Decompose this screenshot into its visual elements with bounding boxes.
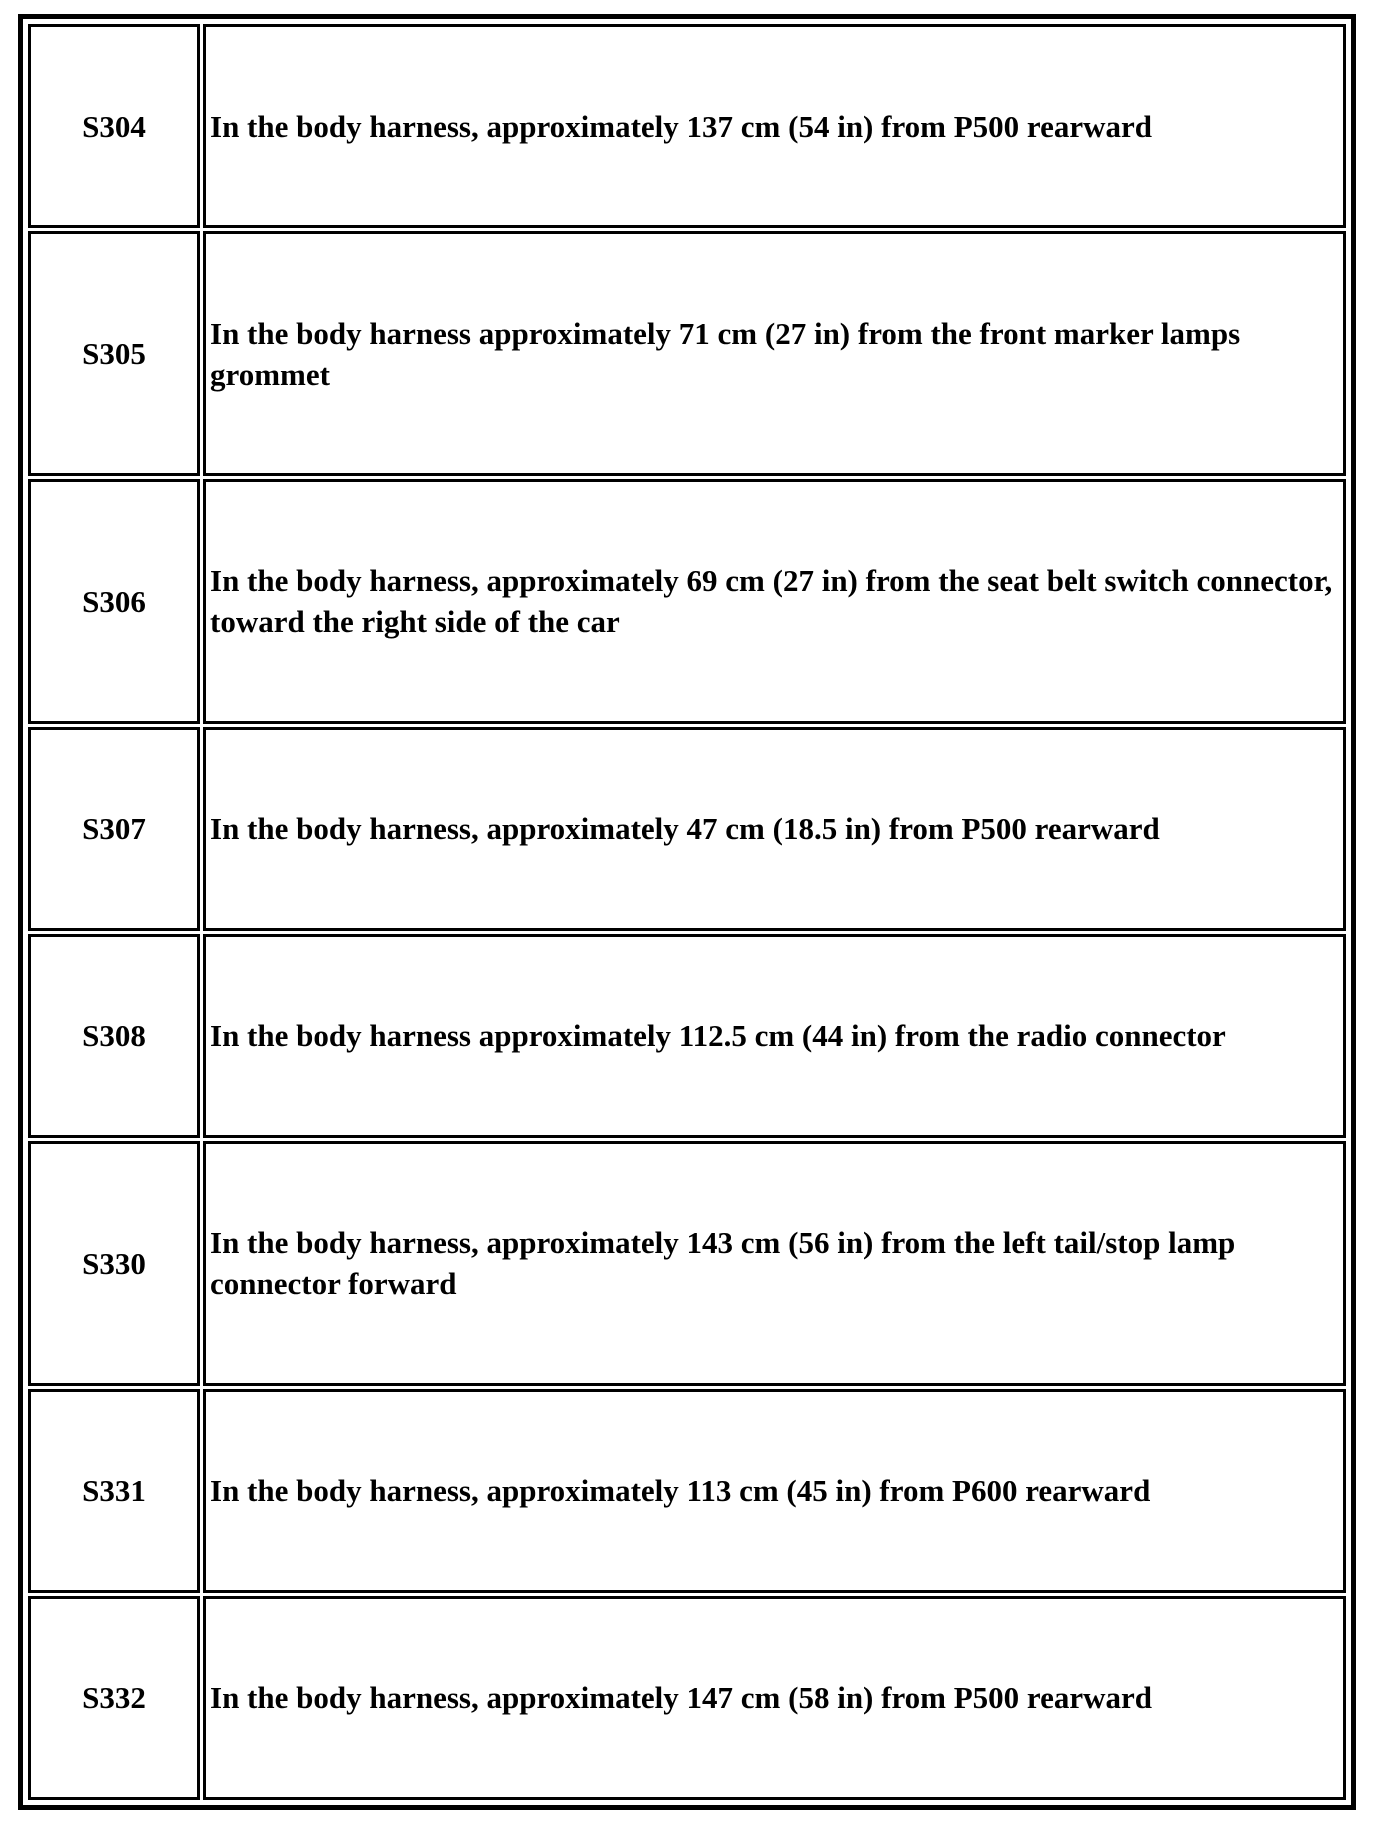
table-row — [28, 1141, 1346, 1386]
splice-id-cell: S331 — [28, 1389, 200, 1593]
splice-location-cell: In the body harness approximately 112.5 cm (44 in) from the radio connector — [203, 934, 1346, 1138]
table-row — [28, 24, 1346, 228]
splice-location-cell: In the body harness, approximately 69 cm (27 in) from the seat belt switch connector, toward the right side of the car — [203, 479, 1346, 724]
splice-location-cell: In the body harness approximately 71 cm (27 in) from the front marker lamps grommet — [203, 231, 1346, 476]
splice-id-cell: S305 — [28, 231, 200, 476]
table-row — [28, 1596, 1346, 1800]
splice-id-cell: S308 — [28, 934, 200, 1138]
table-row — [28, 1389, 1346, 1593]
splice-location-cell: In the body harness, approximately 47 cm (18.5 in) from P500 rearward — [203, 727, 1346, 931]
splice-location-cell: In the body harness, approximately 137 cm (54 in) from P500 rearward — [203, 24, 1346, 228]
splice-id-cell: S332 — [28, 1596, 200, 1800]
table-row — [28, 479, 1346, 724]
table-row — [28, 934, 1346, 1138]
splice-id-cell: S307 — [28, 727, 200, 931]
splice-location-table — [25, 21, 1349, 1803]
splice-table-frame — [18, 14, 1356, 1810]
table-row — [28, 727, 1346, 931]
splice-id-cell: S330 — [28, 1141, 200, 1386]
splice-location-cell: In the body harness, approximately 147 cm (58 in) from P500 rearward — [203, 1596, 1346, 1800]
table-row — [28, 231, 1346, 476]
splice-id-cell: S306 — [28, 479, 200, 724]
splice-location-cell: In the body harness, approximately 113 cm (45 in) from P600 rearward — [203, 1389, 1346, 1593]
splice-id-cell: S304 — [28, 24, 200, 228]
splice-location-cell: In the body harness, approximately 143 cm (56 in) from the left tail/stop lamp connector forward — [203, 1141, 1346, 1386]
